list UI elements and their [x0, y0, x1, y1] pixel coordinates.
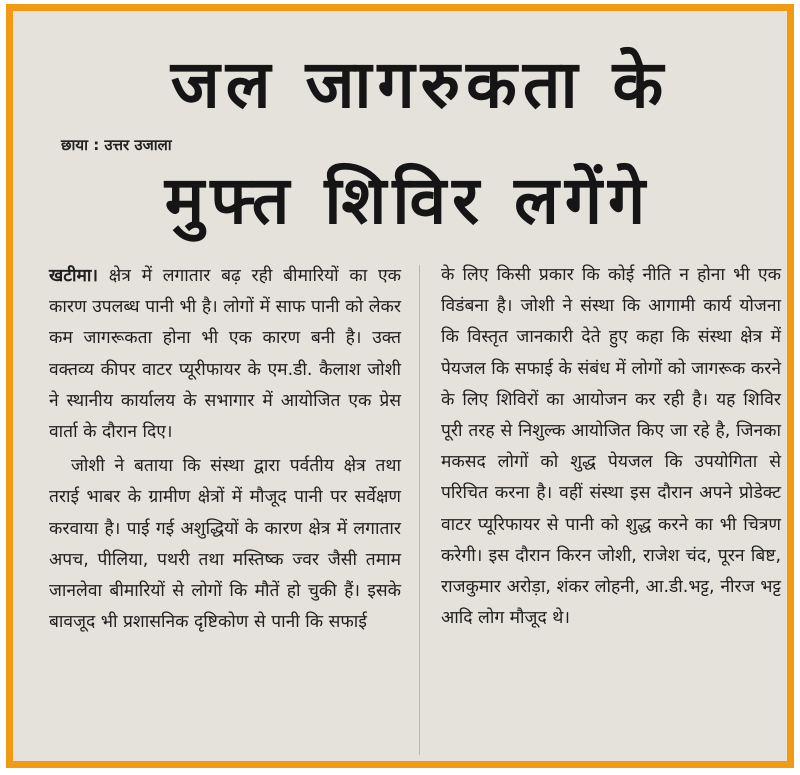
- column-divider: [419, 265, 420, 755]
- paragraph-text: क्षेत्र में लगातार बढ़ रही बीमारियों का एक कारण उपलब्ध पानी भी है। लोगों में साफ पानी को लेकर कम जागरूकता होना भी एक कारण बनी है। उक्त वक्तव्य कीपर वाटर प्यूरीफायर के एम.डी. कैलाश जोशी ने स्थानीय कार्यालय के सभागार में आयोजित एक प्रेस वार्ता के दौरान दिए।: [49, 266, 401, 443]
- headline-line-2: मुफ्त शिविर लगेंगे: [164, 162, 652, 239]
- headline-line-1: जल जागरुकता के: [170, 46, 670, 123]
- dateline: खटीमा।: [49, 266, 98, 286]
- article-column-left: [49, 261, 401, 638]
- article-paragraph: [49, 261, 401, 448]
- article-column-right: [441, 260, 781, 634]
- article-paragraph: के लिए किसी प्रकार कि कोई नीति न होना भी एक विडंबना है। जोशी ने संस्था कि आगामी कार्य योजना कि विस्तृत जानकारी देते हुए कहा कि संस्था क्षेत्र में पेयजल कि सफाई के संबंध में लोगों को जागरूक करने के लिए शिविरों का आयोजन कर रही है। यह शिविर पूरी तरह से निशुल्क आयोजित किए जा रहे है, जिनका मकसद लोगों को शुद्ध पेयजल कि उपयोगिता से परिचित करना है। वहीं संस्था इस दौरान अपने प्रोडेक्ट वाटर प्यूरिफायर से पानी को शुद्ध करने का भी चित्रण करेगी। इस दौरान किरन जोशी, राजेश चंद, पूरन बिष्ट, राजकुमार अरोड़ा, शंकर लोहनी, आ.डी.भट्ट, नीरज भट्ट आदि लोग मौजूद थे।: [441, 265, 781, 629]
- newspaper-clipping: [6, 4, 794, 768]
- photo-credit: छाया : उत्तर उजाला: [61, 136, 172, 154]
- article-paragraph: जोशी ने बताया कि संस्था द्वारा पर्वतीय क्षेत्र तथा तराई भाबर के ग्रामीण क्षेत्रों में मौजूद पानी पर सर्वेक्षण करवाया है। पाई गई अशुद्धियों के कारण क्षेत्र में लगातार अपच, पीलिया, पथरी तथा मस्तिष्क ज्वर जैसी तमाम जानलेवा बीमारियों से लोगों कि मौतें हो चुकी हैं। इसके बावजूद भी प्रशासनिक दृष्टिकोण से पानी कि सफाई: [49, 456, 401, 633]
